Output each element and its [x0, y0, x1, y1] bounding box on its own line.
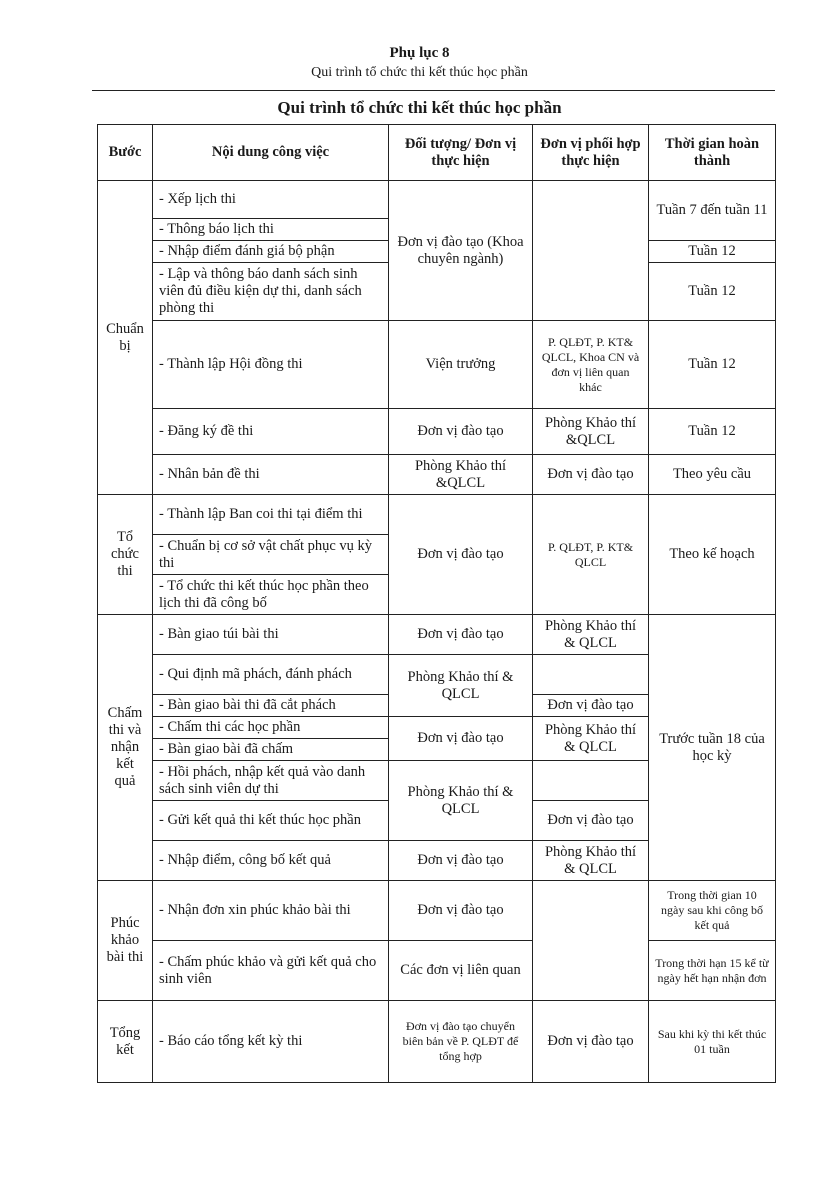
time-cell: Tuần 12: [649, 321, 776, 409]
partner-cell: Đơn vị đào tạo: [533, 695, 649, 717]
partner-cell: Phòng Khảo thí & QLCL: [533, 841, 649, 881]
col-header-step: Bước: [98, 125, 153, 181]
task-cell: - Bàn giao túi bài thi: [153, 615, 389, 655]
task-cell: - Chuẩn bị cơ sở vật chất phục vụ kỳ thi: [153, 535, 389, 575]
task-cell: - Thành lập Hội đồng thi: [153, 321, 389, 409]
time-cell: Trước tuần 18 của học kỳ: [649, 615, 776, 881]
time-cell: Tuần 12: [649, 409, 776, 455]
task-cell: - Tổ chức thi kết thúc học phần theo lịch thi đã công bố: [153, 575, 389, 615]
owner-cell: Đơn vị đào tạo (Khoa chuyên ngành): [389, 181, 533, 321]
owner-cell: Phòng Khảo thí &QLCL: [389, 455, 533, 495]
table-row: [98, 181, 776, 219]
step-phuc-khao: Phúc khảo bài thi: [98, 881, 153, 1001]
col-header-partner: Đơn vị phối hợp thực hiện: [533, 125, 649, 181]
time-cell: Tuần 12: [649, 263, 776, 321]
task-cell: - Báo cáo tổng kết kỳ thi: [153, 1001, 389, 1083]
table-row: [98, 495, 776, 535]
table-row: [98, 321, 776, 409]
partner-cell: Phòng Khảo thí &QLCL: [533, 409, 649, 455]
task-cell: - Nhân bản đề thi: [153, 455, 389, 495]
col-header-owner: Đối tượng/ Đơn vị thực hiện: [389, 125, 533, 181]
owner-cell: Đơn vị đào tạo chuyển biên bản về P. QLĐT để tổng hợp: [389, 1001, 533, 1083]
task-cell: - Nhận đơn xin phúc khảo bài thi: [153, 881, 389, 941]
task-cell: - Thành lập Ban coi thi tại điểm thi: [153, 495, 389, 535]
task-cell: - Bàn giao bài đã chấm: [153, 739, 389, 761]
task-cell: - Hồi phách, nhập kết quả vào danh sách sinh viên dự thi: [153, 761, 389, 801]
header-divider: [92, 90, 775, 91]
col-header-task: Nội dung công việc: [153, 125, 389, 181]
step-tong-ket: Tổng kết: [98, 1001, 153, 1083]
process-table: [97, 124, 776, 1083]
table-row: [98, 1001, 776, 1083]
time-cell: Theo yêu cầu: [649, 455, 776, 495]
appendix-label: Phụ lục 8: [389, 45, 450, 61]
task-cell: - Nhập điểm đánh giá bộ phận: [153, 241, 389, 263]
task-cell: - Chấm phúc khảo và gửi kết quả cho sinh viên: [153, 941, 389, 1001]
time-cell: Theo kế hoạch: [649, 495, 776, 615]
owner-cell: Các đơn vị liên quan: [389, 941, 533, 1001]
task-cell: - Chấm thi các học phần: [153, 717, 389, 739]
partner-cell: Phòng Khảo thí & QLCL: [533, 717, 649, 761]
task-cell: - Lập và thông báo danh sách sinh viên đủ điều kiện dự thi, danh sách phòng thi: [153, 263, 389, 321]
partner-cell: Phòng Khảo thí & QLCL: [533, 615, 649, 655]
partner-cell-empty: [533, 655, 649, 695]
document-title: Qui trình tổ chức thi kết thúc học phần: [277, 98, 562, 117]
partner-cell-empty: [533, 881, 649, 1001]
table-header-row: [98, 125, 776, 181]
time-cell: Trong thời hạn 15 kể từ ngày hết hạn nhận đơn: [649, 941, 776, 1001]
appendix-subtitle: Qui trình tổ chức thi kết thúc học phần: [311, 65, 528, 80]
task-cell: - Đăng ký đề thi: [153, 409, 389, 455]
owner-cell: Đơn vị đào tạo: [389, 717, 533, 761]
owner-cell: Đơn vị đào tạo: [389, 881, 533, 941]
owner-cell: Đơn vị đào tạo: [389, 409, 533, 455]
table-row: [98, 615, 776, 655]
partner-cell: Đơn vị đào tạo: [533, 1001, 649, 1083]
partner-cell: Đơn vị đào tạo: [533, 801, 649, 841]
owner-cell: Đơn vị đào tạo: [389, 615, 533, 655]
table-row: [98, 409, 776, 455]
time-cell: Tuần 12: [649, 241, 776, 263]
time-cell: Trong thời gian 10 ngày sau khi công bố kết quả: [649, 881, 776, 941]
partner-cell: Đơn vị đào tạo: [533, 455, 649, 495]
owner-cell: Đơn vị đào tạo: [389, 495, 533, 615]
table-row: [98, 941, 776, 1001]
task-cell: - Thông báo lịch thi: [153, 219, 389, 241]
task-cell: - Bàn giao bài thi đã cắt phách: [153, 695, 389, 717]
partner-cell: P. QLĐT, P. KT& QLCL, Khoa CN và đơn vị liên quan khác: [533, 321, 649, 409]
col-header-time: Thời gian hoàn thành: [649, 125, 776, 181]
table-row: [98, 455, 776, 495]
owner-cell: Phòng Khảo thí & QLCL: [389, 761, 533, 841]
partner-cell: P. QLĐT, P. KT& QLCL: [533, 495, 649, 615]
page-header: [0, 44, 839, 82]
partner-cell-empty: [533, 761, 649, 801]
owner-cell: Đơn vị đào tạo: [389, 841, 533, 881]
task-cell: - Nhập điểm, công bố kết quả: [153, 841, 389, 881]
step-cham-thi: Chấm thi và nhận kết quả: [98, 615, 153, 881]
owner-cell: Viện trưởng: [389, 321, 533, 409]
task-cell: - Xếp lịch thi: [153, 181, 389, 219]
task-cell: - Gửi kết quả thi kết thúc học phần: [153, 801, 389, 841]
step-chuan-bi: Chuẩn bị: [98, 181, 153, 495]
time-cell: Tuần 7 đến tuần 11: [649, 181, 776, 241]
task-cell: - Qui định mã phách, đánh phách: [153, 655, 389, 695]
partner-cell-empty: [533, 181, 649, 321]
time-cell: Sau khi kỳ thi kết thúc 01 tuần: [649, 1001, 776, 1083]
table-row: [98, 881, 776, 941]
owner-cell: Phòng Khảo thí & QLCL: [389, 655, 533, 717]
step-to-chuc-thi: Tổ chức thi: [98, 495, 153, 615]
